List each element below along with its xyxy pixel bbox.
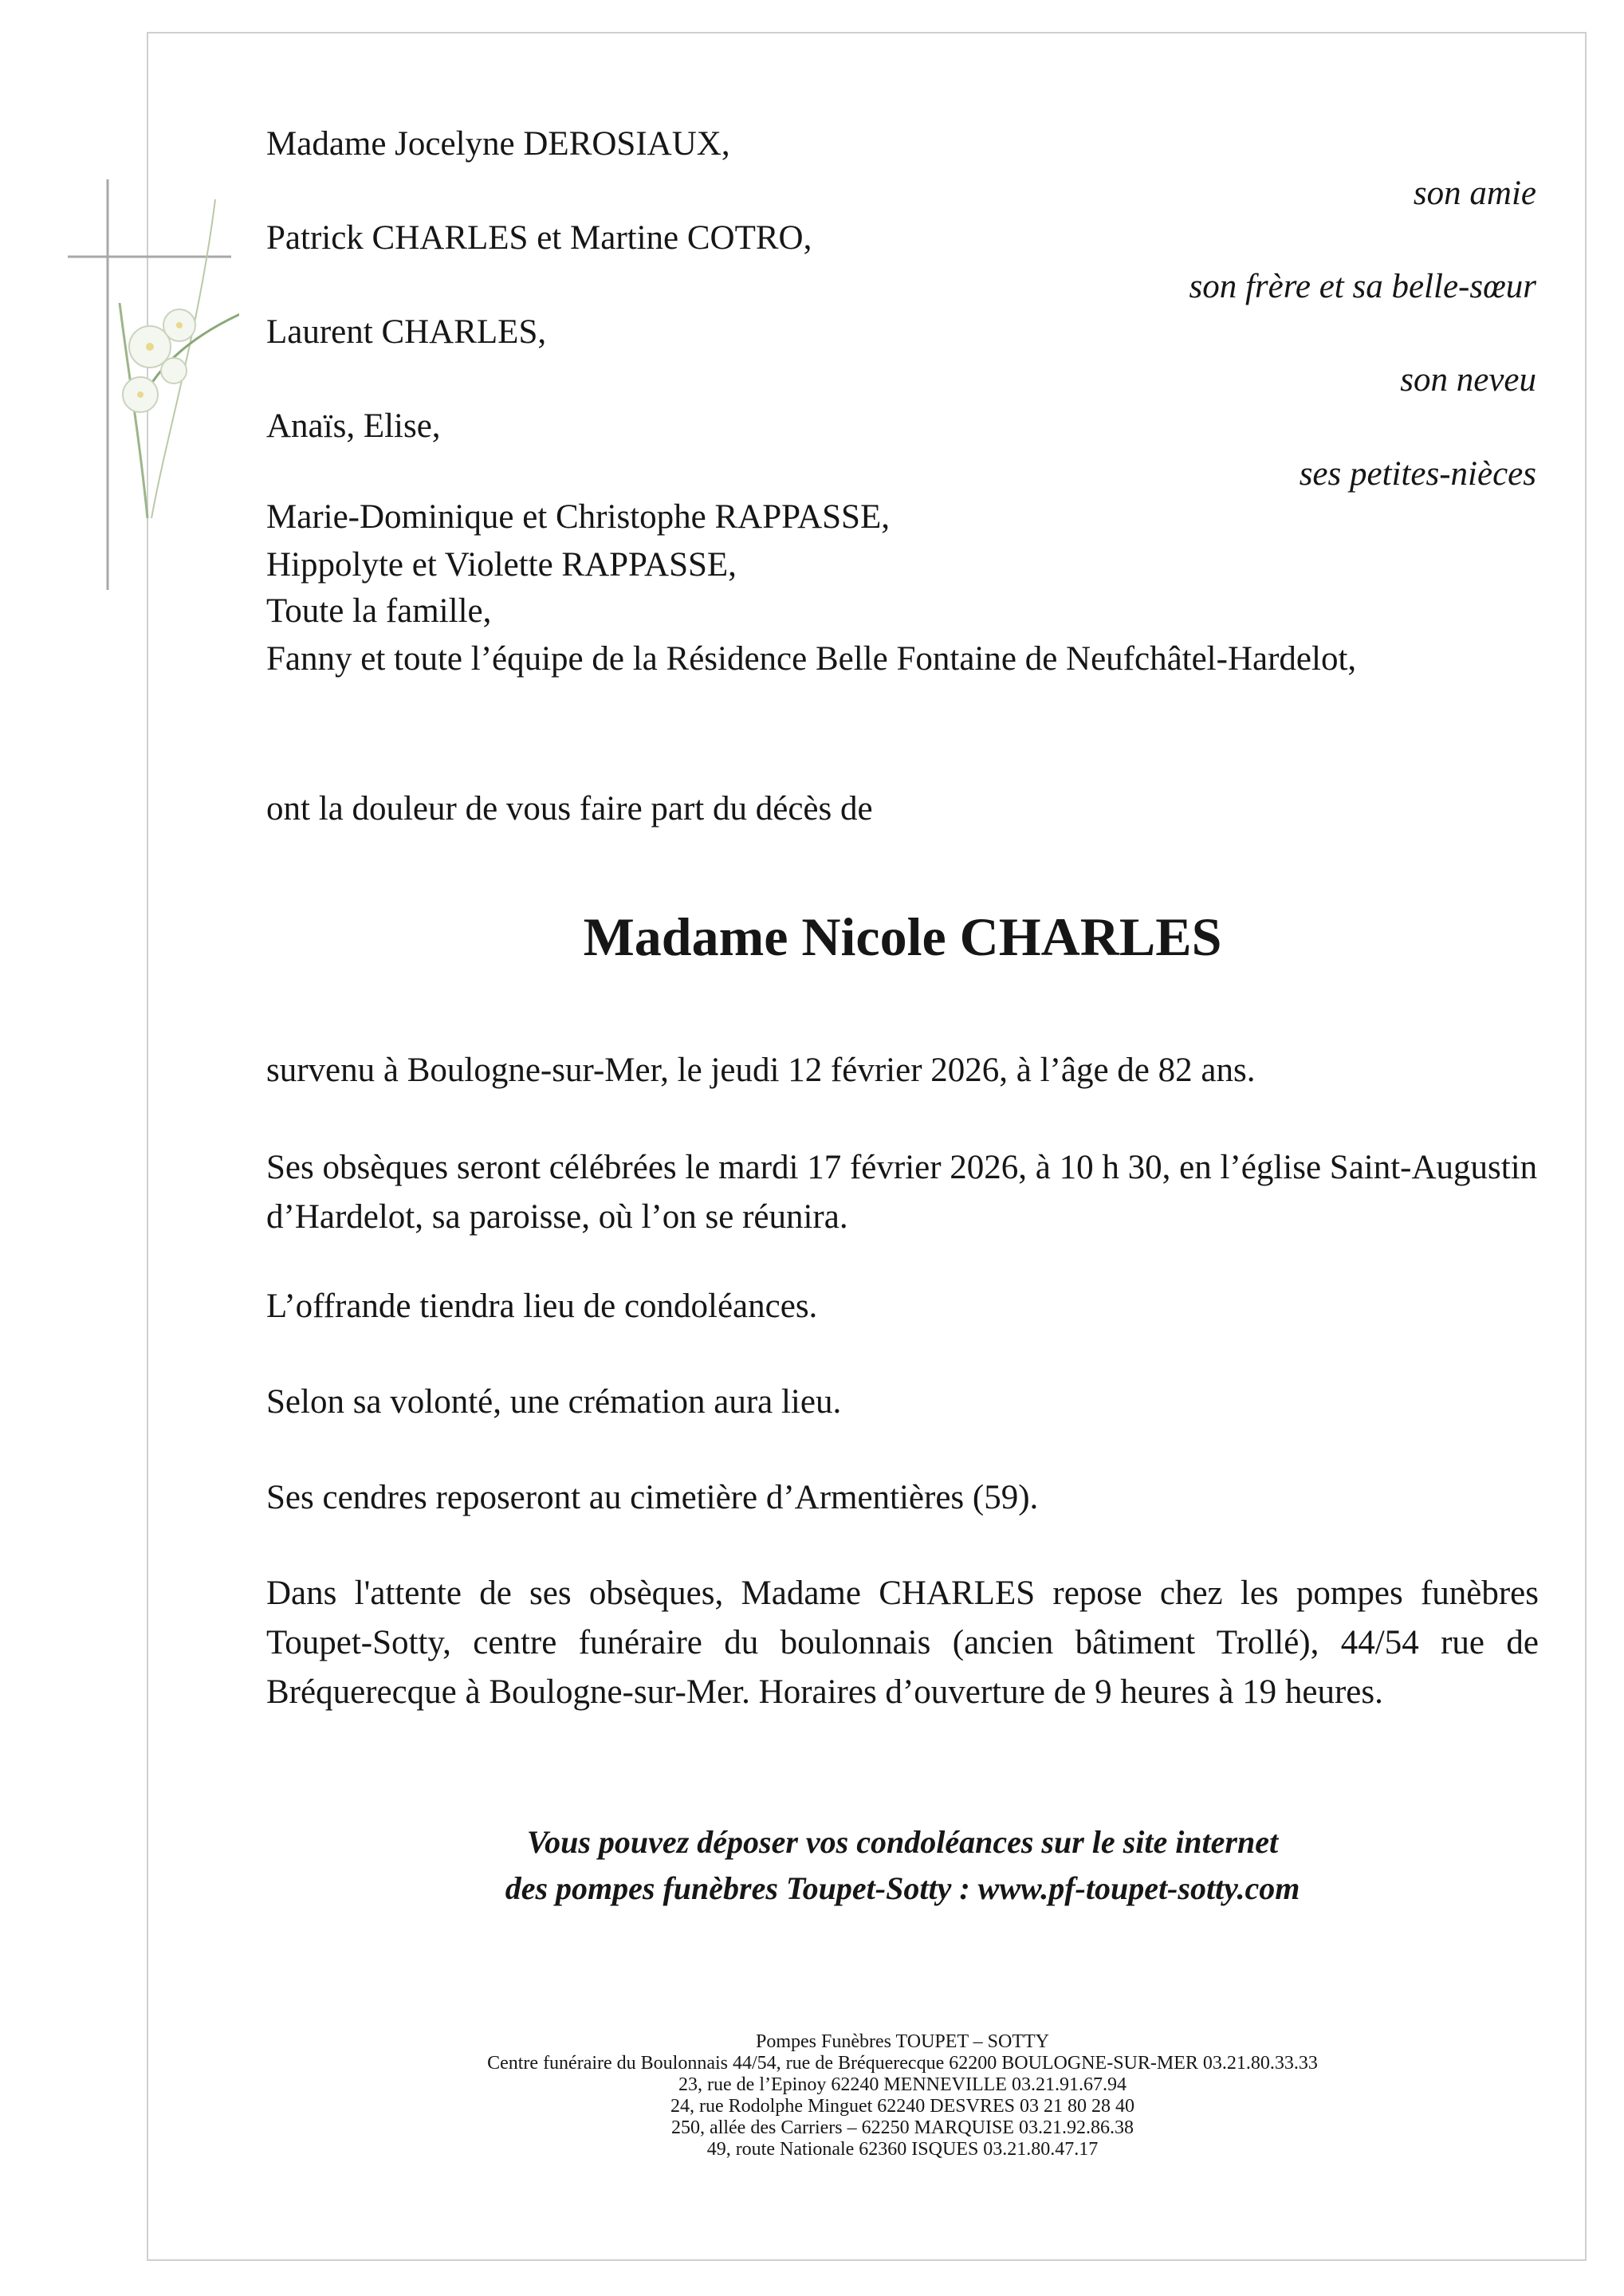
cremation-note: Selon sa volonté, une crémation aura lieu. <box>266 1383 842 1421</box>
deceased-name: Madame Nicole CHARLES <box>583 906 1222 967</box>
family-name: Laurent CHARLES, <box>266 313 547 351</box>
footer-line: 250, allée des Carriers – 62250 MARQUISE 03.21.92.86.38 <box>671 2117 1134 2138</box>
ashes-note: Ses cendres reposeront au cimetière d’Armentières (59). <box>266 1479 1039 1516</box>
offering-note: L’offrande tiendra lieu de condoléances. <box>266 1288 818 1325</box>
family-relation: son neveu <box>1400 361 1536 399</box>
family-name: Madame Jocelyne DEROSIAUX, <box>266 125 730 163</box>
footer-line: 49, route Nationale 62360 ISQUES 03.21.80.47.17 <box>706 2139 1099 2160</box>
family-name: Anaïs, Elise, <box>266 407 441 445</box>
intro-text: ont la douleur de vous faire part du décès de <box>266 790 873 828</box>
family-relation: son amie <box>1413 175 1536 212</box>
footer-line: Pompes Funèbres TOUPET – SOTTY <box>755 2031 1049 2052</box>
family-relation: son frère et sa belle-sœur <box>1189 268 1536 305</box>
funeral-details: Ses obsèques seront célébrées le mardi 17 février 2026, à 10 h 30, en l’église Saint-Augustin d’Hardelot, sa paroisse, où l’on se réunira. <box>266 1149 1538 1236</box>
death-details: survenu à Boulogne-sur-Mer, le jeudi 12 février 2026, à l’âge de 82 ans. <box>266 1052 1256 1089</box>
footer-line: 24, rue Rodolphe Minguet 62240 DESVRES 03 21 80 28 40 <box>670 2096 1134 2117</box>
funeral-home-footer <box>266 2031 1539 2160</box>
footer-line: Centre funéraire du Boulonnais 44/54, rue de Bréquerecque 62200 BOULOGNE-SUR-MER 03.21.80.33.33 <box>487 2053 1318 2074</box>
condolences-line-1: Vous pouvez déposer vos condoléances sur le site internet <box>526 1824 1279 1860</box>
footer-line: 23, rue de l’Epinoy 62240 MENNEVILLE 03.21.91.67.94 <box>678 2074 1127 2095</box>
family-name: Fanny et toute l’équipe de la Résidence Belle Fontaine de Neufchâtel-Hardelot, <box>266 640 1357 678</box>
family-name: Toute la famille, <box>266 592 492 630</box>
family-name: Patrick CHARLES et Martine COTRO, <box>266 219 812 257</box>
repose-note: Dans l'attente de ses obsèques, Madame CHARLES repose chez les pompes funèbres Toupet-Sotty, centre funéraire du boulonnais (ancien bâtiment Trollé), 44/54 rue de Bréquerecque à Boulogne-sur-Mer. Horaires d’ouverture de 9 heures à 19 heures. <box>266 1575 1539 1711</box>
condolences-line-2: des pompes funèbres Toupet-Sotty : www.pf-toupet-sotty.com <box>505 1870 1300 1906</box>
family-name: Hippolyte et Violette RAPPASSE, <box>266 546 737 584</box>
family-relation: ses petites-nièces <box>1299 455 1536 493</box>
cross-orchid-icon <box>64 167 239 598</box>
family-name: Marie-Dominique et Christophe RAPPASSE, <box>266 498 890 536</box>
